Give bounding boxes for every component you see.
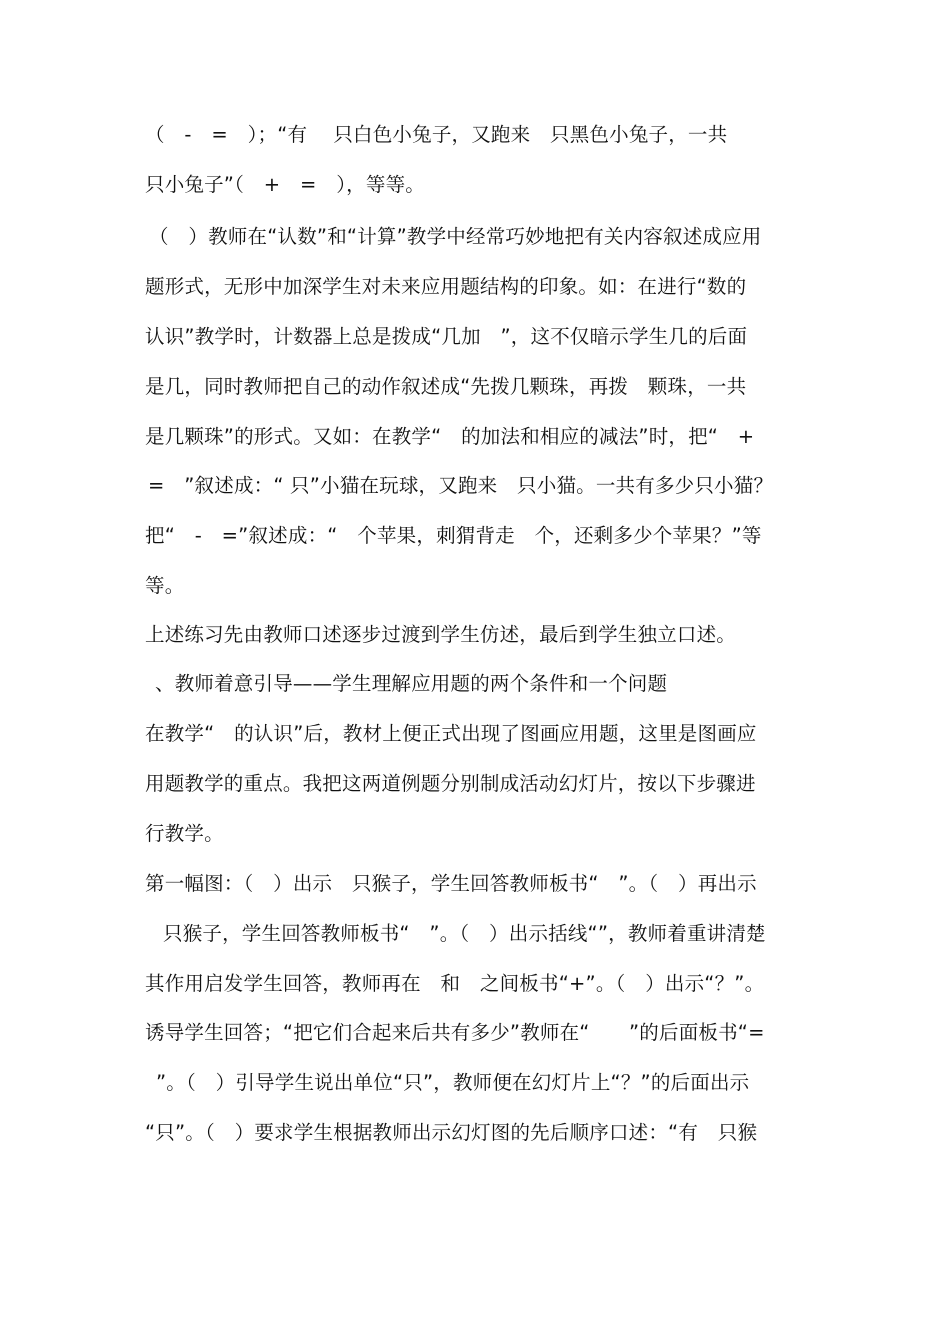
text-line: 认识”教学时，计数器上总是拨成“几加 ”，这不仅暗示学生几的后面	[145, 325, 748, 348]
text-line: 其作用启发学生回答，教师再在 和 之间板书“+”。（ ）出示“？”。	[145, 972, 765, 995]
text-line: 是几颗珠”的形式。又如：在教学“ 的加法和相应的减法”时，把“ +	[145, 425, 755, 448]
text-line: 题形式，无形中加深学生对未来应用题结构的印象。如：在进行“数的	[145, 275, 747, 298]
text-line: “只”。（ ）要求学生根据教师出示幻灯图的先后顺序口述：“有 只猴	[145, 1121, 758, 1144]
text-line: 把“ - =”叙述成：“ 个苹果，刺猬背走 个，还剩多少个苹果？”等	[145, 524, 762, 547]
text-line: （ ）教师在“认数”和“计算”教学中经常巧妙地把有关内容叙述成应用	[149, 225, 762, 248]
text-line: 上述练习先由教师口述逐步过渡到学生仿述，最后到学生独立口述。	[145, 623, 737, 646]
text-line: 只猴子，学生回答教师板书“ ”。（ ）出示括线“”，教师着重讲清楚	[163, 922, 766, 945]
text-line: 只小兔子”（ + = ），等等。	[145, 173, 425, 196]
text-line: = ”叙述成：“ 只”小猫在玩球，又跑来 只小猫。一共有多少只小猫？	[148, 474, 774, 497]
text-line: 诱导学生回答；“把它们合起来后共有多少”教师在“ ”的后面板书“=	[145, 1021, 765, 1044]
text-line: 在教学“ 的认识”后，教材上便正式出现了图画应用题，这里是图画应	[145, 722, 757, 745]
text-line: ”。（ ）引导学生说出单位“只”，教师便在幻灯片上“？”的后面出示	[156, 1071, 750, 1094]
section-heading: 、教师着意引导——学生理解应用题的两个条件和一个问题	[155, 672, 668, 695]
text-line: 等。	[145, 574, 185, 597]
text-line: 用题教学的重点。我把这两道例题分别制成活动幻灯片，按以下步骤进	[145, 772, 756, 795]
text-line: 第一幅图：（ ）出示 只猴子，学生回答教师板书“ ”。（ ）再出示	[145, 872, 757, 895]
text-line: 是几，同时教师把自己的动作叙述成“先拨几颗珠，再拨 颗珠，一共	[145, 375, 747, 398]
text-line: 行教学。	[145, 822, 224, 845]
text-line: （ - = ）；“有 只白色小兔子，又跑来 只黑色小兔子，一共	[145, 123, 728, 146]
